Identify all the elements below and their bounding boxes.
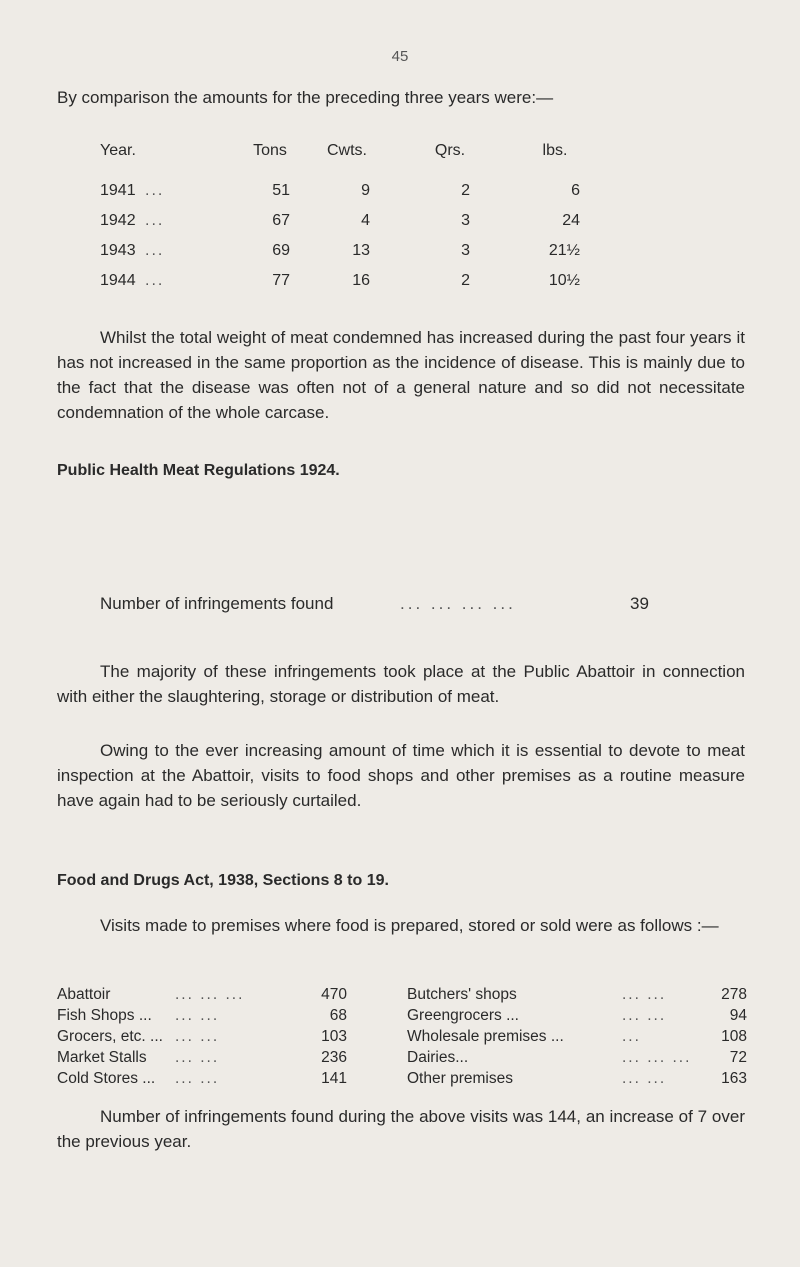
paragraph-visits: Visits made to premises where food is prepared, stored or sold were as follows :— — [100, 916, 719, 935]
leader-dots: ... — [145, 242, 165, 259]
paragraph-owing: Owing to the ever increasing amount of time which it is essential to devote to meat inspection at the Abattoir, visits to food shops and other premises as a routine measure have again had to be seriously curtailed. — [57, 741, 745, 810]
table-row — [57, 1028, 757, 1049]
cell-lbs: 24 — [562, 212, 580, 229]
leader-dots: ... ... ... — [175, 986, 245, 1003]
visit-count: 94 — [729, 1007, 747, 1024]
cell-qrs: 2 — [461, 272, 470, 289]
leader-dots: ... ... — [622, 1070, 667, 1087]
header-lbs: lbs. — [542, 142, 568, 159]
visit-count: 108 — [721, 1028, 747, 1045]
years-table-header — [100, 142, 680, 182]
header-qrs: Qrs. — [434, 142, 466, 159]
visits-table — [57, 986, 757, 1091]
visit-count: 163 — [721, 1070, 747, 1087]
visit-premises-name: Grocers, etc. ... — [57, 1028, 163, 1045]
years-table — [100, 142, 680, 302]
infringements-line — [100, 594, 649, 614]
visit-premises-name: Cold Stores ... — [57, 1070, 156, 1087]
heading-meat-regulations: Public Health Meat Regulations 1924. — [57, 462, 340, 479]
visit-count: 103 — [321, 1028, 347, 1045]
visit-premises-name: Butchers' shops — [407, 986, 517, 1003]
visit-count: 141 — [321, 1070, 347, 1087]
cell-cwts: 9 — [361, 182, 370, 199]
paragraph-majority: The majority of these infringements took place at the Public Abattoir in connection with either the slaughtering, storage or distribution of meat. — [57, 662, 745, 706]
table-row — [57, 1007, 757, 1028]
cell-year: 1941 — [100, 182, 136, 199]
cell-year: 1943 — [100, 242, 136, 259]
visit-premises-name: Abattoir — [57, 986, 111, 1003]
cell-qrs: 2 — [461, 182, 470, 199]
cell-lbs: 10½ — [548, 272, 580, 289]
visit-premises-name: Greengrocers ... — [407, 1007, 519, 1024]
visit-count: 278 — [721, 986, 747, 1003]
page-number: 45 — [391, 48, 409, 65]
leader-dots: ... ... ... ... — [400, 594, 516, 613]
cell-lbs: 6 — [571, 182, 580, 199]
cell-year: 1944 — [100, 272, 136, 289]
heading-food-drugs-act: Food and Drugs Act, 1938, Sections 8 to 19. — [57, 872, 389, 889]
cell-cwts: 16 — [352, 272, 370, 289]
cell-tons: 77 — [272, 272, 290, 289]
visit-count: 68 — [329, 1007, 347, 1024]
paragraph-final: Number of infringements found during the above visits was 144, an increase of 7 over the previous year. — [57, 1107, 745, 1151]
leader-dots: ... ... — [175, 1028, 220, 1045]
paragraph-whilst: Whilst the total weight of meat condemned has increased during the past four years it has not increased in the same proportion as the incidence of disease. This is mainly due to the fact that the disease was often not of a general nature and so did not necessitate condemnation of the whole carcase. — [57, 328, 745, 422]
cell-lbs: 21½ — [548, 242, 580, 259]
visit-premises-name: Wholesale premises ... — [407, 1028, 564, 1045]
leader-dots: ... — [622, 1028, 641, 1045]
visit-premises-name: Market Stalls — [57, 1049, 147, 1066]
cell-year: 1942 — [100, 212, 136, 229]
cell-tons: 69 — [272, 242, 290, 259]
leader-dots: ... — [145, 212, 165, 229]
infringements-label: Number of infringements found — [100, 594, 334, 613]
leader-dots: ... — [145, 272, 165, 289]
visit-count: 72 — [729, 1049, 747, 1066]
leader-dots: ... ... — [175, 1049, 220, 1066]
leader-dots: ... ... — [175, 1070, 220, 1087]
table-row — [57, 1070, 757, 1091]
infringements-value: 39 — [630, 594, 649, 613]
table-row — [100, 182, 680, 212]
header-tons: Tons — [253, 142, 287, 159]
cell-cwts: 4 — [361, 212, 370, 229]
cell-cwts: 13 — [352, 242, 370, 259]
visit-premises-name: Dairies... — [407, 1049, 469, 1066]
visit-premises-name: Fish Shops ... — [57, 1007, 152, 1024]
visit-premises-name: Other premises — [407, 1070, 513, 1087]
intro-text: By comparison the amounts for the preceding three years were:— — [57, 88, 554, 107]
table-row — [100, 212, 680, 242]
table-row — [100, 242, 680, 272]
table-row — [57, 986, 757, 1007]
leader-dots: ... ... — [622, 1007, 667, 1024]
table-row — [100, 272, 680, 302]
visit-count: 236 — [321, 1049, 347, 1066]
cell-tons: 67 — [272, 212, 290, 229]
header-cwts: Cwts. — [327, 142, 367, 159]
leader-dots: ... — [145, 182, 165, 199]
leader-dots: ... ... — [175, 1007, 220, 1024]
leader-dots: ... ... ... — [622, 1049, 692, 1066]
leader-dots: ... ... — [622, 986, 667, 1003]
header-year: Year. — [100, 142, 136, 159]
cell-qrs: 3 — [461, 242, 470, 259]
table-row — [57, 1049, 757, 1070]
visit-count: 470 — [321, 986, 347, 1003]
cell-tons: 51 — [272, 182, 290, 199]
cell-qrs: 3 — [461, 212, 470, 229]
